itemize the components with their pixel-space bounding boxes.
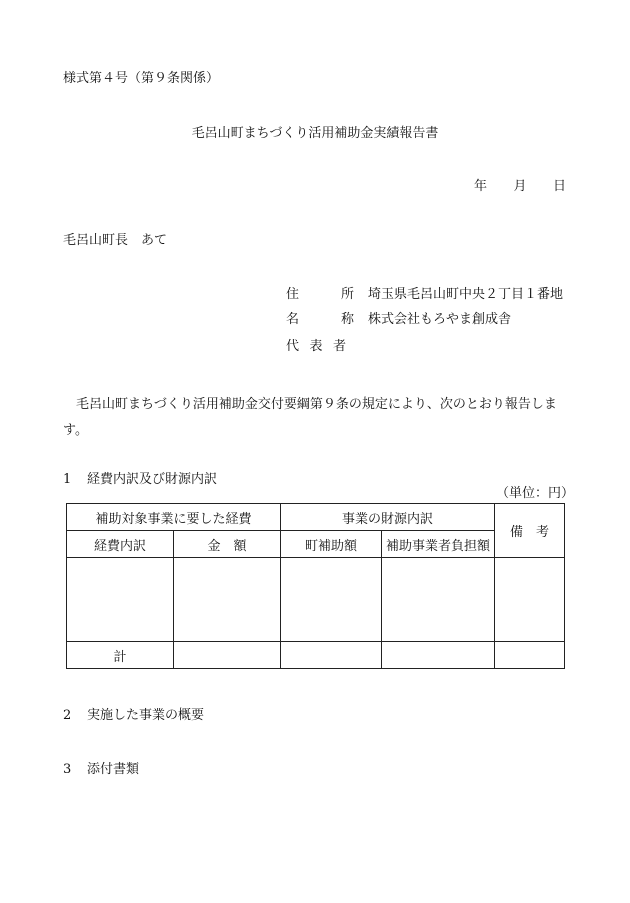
unit-label: （単位：円） xyxy=(496,486,575,501)
section-1-title: 経費内訳及び財源内訳 xyxy=(87,472,218,487)
cell-remarks[interactable] xyxy=(495,558,565,642)
name-label: 名称 xyxy=(286,312,354,327)
header-town-subsidy: 町補助額 xyxy=(281,531,382,558)
expense-table xyxy=(66,503,565,669)
date-day: 日 xyxy=(552,179,566,194)
header-expense-item: 経費内訳 xyxy=(67,531,174,558)
name-value: 株式会社もろやま創成舎 xyxy=(368,312,512,327)
header-remarks: 備 考 xyxy=(495,504,565,558)
section-2-title: 実施した事業の概要 xyxy=(87,708,205,723)
total-town-subsidy[interactable] xyxy=(281,642,382,669)
section-2-number: 2 xyxy=(63,708,72,723)
addressee: 毛呂山町長 あて xyxy=(63,233,168,248)
report-statement: 毛呂山町まちづくり活用補助金交付要綱第９条の規定により、次のとおり報告します。 xyxy=(63,397,557,438)
form-number: 様式第４号（第９条関係） xyxy=(63,71,220,86)
section-3-number: 3 xyxy=(63,762,72,777)
applicant-representative xyxy=(286,339,346,355)
section-3-heading xyxy=(63,762,139,778)
total-label: 計 xyxy=(67,642,174,669)
applicant-name xyxy=(286,312,511,328)
section-1-number: 1 xyxy=(63,472,72,487)
representative-label: 代表者 xyxy=(286,339,346,354)
total-remarks[interactable] xyxy=(495,642,565,669)
cell-grantee-share[interactable] xyxy=(382,558,495,642)
total-grantee-share[interactable] xyxy=(382,642,495,669)
section-3-title: 添付書類 xyxy=(87,762,140,777)
header-eligible-expenses: 補助対象事業に要した経費 xyxy=(67,504,281,531)
applicant-address xyxy=(286,287,563,303)
date-line xyxy=(474,179,566,195)
cell-town-subsidy[interactable] xyxy=(281,558,382,642)
cell-amount[interactable] xyxy=(174,558,281,642)
document-title: 毛呂山町まちづくり活用補助金実績報告書 xyxy=(191,126,439,141)
section-1-heading xyxy=(63,472,217,488)
header-funding-breakdown: 事業の財源内訳 xyxy=(281,504,495,531)
cell-expense-item[interactable] xyxy=(67,558,174,642)
date-year: 年 xyxy=(474,179,488,194)
header-amount: 金 額 xyxy=(174,531,281,558)
header-grantee-share: 補助事業者負担額 xyxy=(382,531,495,558)
total-amount[interactable] xyxy=(174,642,281,669)
date-month: 月 xyxy=(513,179,527,194)
section-2-heading xyxy=(63,708,204,724)
address-label: 住所 xyxy=(286,287,354,302)
address-value: 埼玉県毛呂山町中央２丁目１番地 xyxy=(368,287,564,302)
